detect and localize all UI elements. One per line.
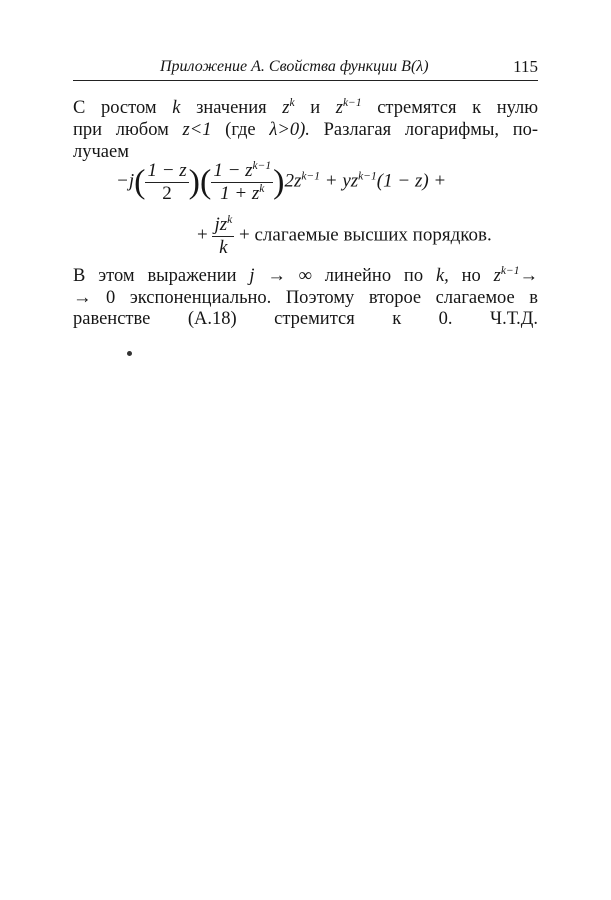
- formula-line-2: + $\frac{jz^k}{k}$ + слагаемые высших порядков.: [197, 214, 492, 258]
- running-title: Приложение А. Свойства функции: [160, 58, 398, 75]
- paragraph-1-line-3: лучаем: [73, 142, 129, 162]
- paragraph-2-line-3: равенстве (А.18) стремится к 0. Ч.Т.Д.: [73, 309, 539, 329]
- fraction-3: $\frac{jz^k}{k}$: [214, 214, 233, 258]
- formula-line-1: −j( $\frac{1 - z}{2}$ )( $\frac{1 - z^{k-1}}{1 + z^k}$ )$2z^{k-1} + yz^{k-1}(1 - z)$ +: [116, 160, 447, 204]
- paragraph-1-line-1: С ростом k значения $z^k$ и $z^{k-1}$ стремятся к нулю: [73, 97, 539, 118]
- paragraph-2-line-2: → 0 экспоненциально. Поэтому второе слагаемое в: [73, 288, 538, 308]
- running-title-function: B(λ): [401, 58, 429, 75]
- fraction-1: $\frac{1 - z}{2}$: [147, 160, 187, 204]
- paragraph-2-line-1: В этом выражении j → ∞ линейно по k, но $z^{k-1}\to$: [73, 265, 538, 286]
- page-number: 115: [513, 57, 538, 76]
- qed-mark: Ч.Т.Д.: [490, 309, 539, 329]
- fraction-2: $\frac{1 - z^{k-1}}{1 + z^k}$: [213, 160, 272, 204]
- header-rule: [73, 80, 538, 81]
- ink-blot: [127, 351, 132, 356]
- paragraph-1-line-2: при любом z<1 (где λ>0). Разлагая логарифмы, по-: [73, 120, 539, 140]
